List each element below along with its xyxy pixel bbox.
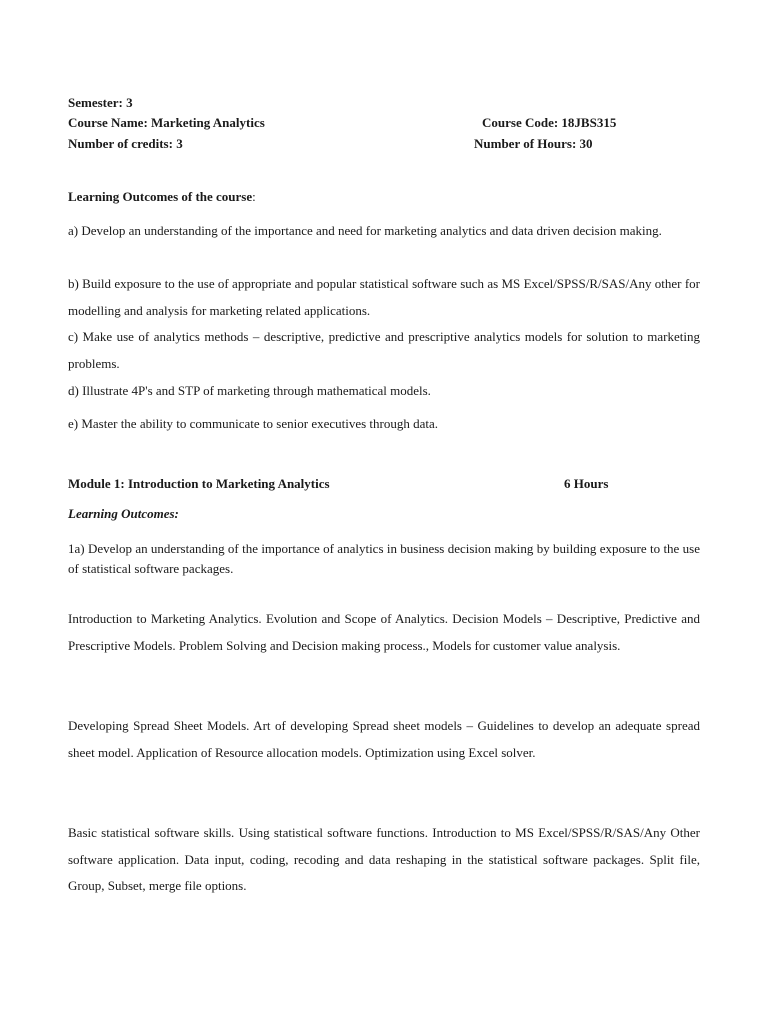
module1-title: Module 1: Introduction to Marketing Analytics bbox=[68, 476, 330, 491]
module1-paragraph-intro: Introduction to Marketing Analytics. Evolution and Scope of Analytics. Decision Models – Descriptive, Predictive and Prescriptive Models. Problem Solving and Decision making process., Models for customer value analysis. bbox=[68, 611, 700, 653]
course-outcome-c: c) Make use of analytics methods – descriptive, predictive and prescriptive analytics models for solution to marketing problems. bbox=[68, 329, 700, 371]
module1-outcome-1a: 1a) Develop an understanding of the importance of analytics in business decision making by building exposure to the use of statistical software packages. bbox=[68, 541, 700, 576]
credits-label: Number of credits: 3 bbox=[68, 136, 183, 151]
module1-paragraph-spreadsheet: Developing Spread Sheet Models. Art of developing Spread sheet models – Guidelines to develop an adequate spread sheet model. Application of Resource allocation models. Optimization using Excel solver. bbox=[68, 718, 700, 760]
semester-label: Semester: 3 bbox=[68, 95, 133, 110]
module1-paragraph-software: Basic statistical software skills. Using statistical software functions. Introduction to MS Excel/SPSS/R/SAS/Any Other software application. Data input, coding, recoding and data reshaping in the statistical software packages. Split file, Group, Subset, merge file options. bbox=[68, 825, 700, 893]
module1-hours: 6 Hours bbox=[564, 476, 609, 491]
course-outcome-e: e) Master the ability to communicate to senior executives through data. bbox=[68, 416, 439, 431]
course-code-label: Course Code: 18JBS315 bbox=[482, 115, 617, 130]
course-outcome-d: d) Illustrate 4P's and STP of marketing through mathematical models. bbox=[68, 383, 431, 398]
course-outcomes-heading-text: Learning Outcomes of the course bbox=[68, 189, 253, 204]
course-outcome-b: b) Build exposure to the use of appropriate and popular statistical software such as MS Excel/SPSS/R/SAS/Any other for modelling and analysis for marketing related applications. bbox=[68, 276, 700, 318]
course-outcomes-heading-colon: : bbox=[252, 189, 256, 204]
hours-label: Number of Hours: 30 bbox=[474, 136, 593, 151]
course-outcome-a: a) Develop an understanding of the importance and need for marketing analytics and data driven decision making. bbox=[68, 223, 662, 238]
course-name-label: Course Name: Marketing Analytics bbox=[68, 115, 265, 130]
module1-outcomes-heading: Learning Outcomes: bbox=[68, 506, 179, 521]
course-outcomes-heading bbox=[68, 189, 256, 205]
